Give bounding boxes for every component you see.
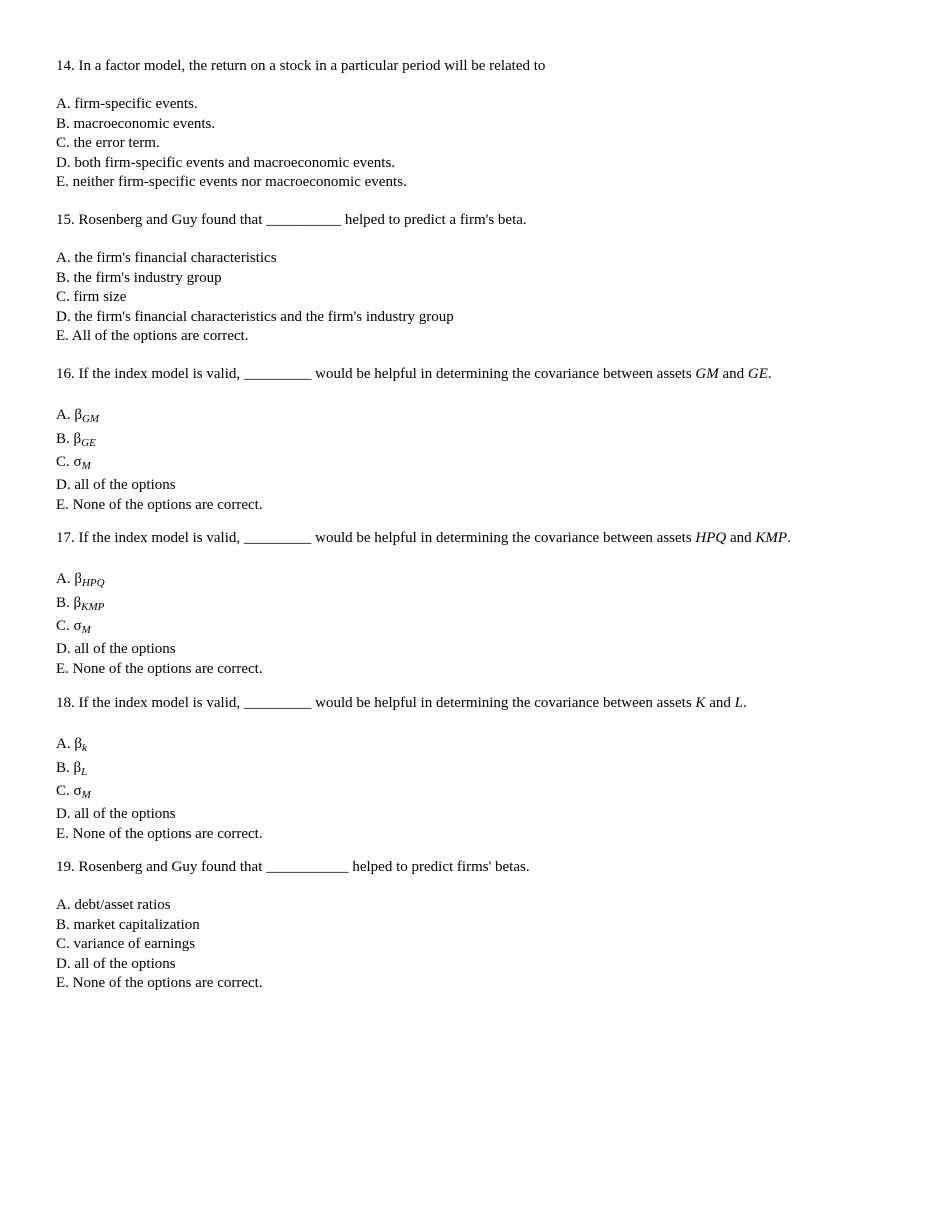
sigma-symbol: σ xyxy=(73,618,82,634)
option-e: E. None of the options are correct. xyxy=(56,496,263,513)
option-d: D. the firm's financial characteristics and the firm's industry group xyxy=(56,308,454,325)
asset-name: GE xyxy=(747,366,768,382)
question-stem xyxy=(56,56,916,76)
question-15 xyxy=(56,210,916,347)
beta-symbol: β xyxy=(74,407,82,423)
option-a: A. $\beta_k$ xyxy=(56,736,87,754)
option-c: C. firm size xyxy=(56,289,127,306)
beta-symbol: β xyxy=(74,571,82,587)
option-a: A. $\beta_{GM}$ xyxy=(56,407,100,425)
option-c: C. variance of earnings xyxy=(56,936,196,953)
option-d: D. all of the options xyxy=(56,640,176,657)
beta-symbol: β xyxy=(73,759,82,776)
answer-options xyxy=(56,249,916,347)
asset-name: L xyxy=(734,695,743,711)
option-c: C. $\sigma_M$ xyxy=(56,454,91,472)
question-stem: 17. If the index model is valid, _________ would be helpful in determining the covariance between assets HPQ and KMP. xyxy=(56,530,791,546)
sigma-symbol: σ xyxy=(73,454,82,470)
option-a: A. debt/asset ratios xyxy=(56,897,171,913)
question-number: 17. xyxy=(56,530,75,546)
option-e: E. neither firm-specific events nor macroeconomic events. xyxy=(56,174,407,191)
question-number: 15. xyxy=(56,212,75,228)
question-number: 14. xyxy=(56,58,75,74)
question-number: 19. xyxy=(56,859,75,875)
question-stem: 18. If the index model is valid, _________ would be helpful in determining the covariance between assets K and L. xyxy=(56,695,747,711)
question-14 xyxy=(56,56,916,193)
option-d: D. all of the options xyxy=(56,955,176,972)
question-stem: 16. If the index model is valid, _________ would be helpful in determining the covariance between assets GM and GE. xyxy=(56,366,772,382)
beta-symbol: β xyxy=(73,594,82,611)
option-d: D. all of the options xyxy=(56,476,176,493)
answer-options xyxy=(56,404,916,515)
option-e: E. None of the options are correct. xyxy=(56,825,263,842)
question-text: Rosenberg and Guy found that __________ helped to predict a firm's beta. xyxy=(78,212,527,228)
beta-symbol: β xyxy=(73,430,82,447)
option-c: C. $\sigma_M$ xyxy=(56,618,91,636)
answer-options xyxy=(56,568,916,679)
answer-options xyxy=(56,896,916,994)
asset-name: KMP xyxy=(755,530,788,546)
option-c: C. $\sigma_M$ xyxy=(56,783,91,801)
asset-name: K xyxy=(695,695,706,711)
asset-name: HPQ xyxy=(695,530,727,546)
option-d: D. all of the options xyxy=(56,805,176,822)
option-b: B. macroeconomic events. xyxy=(56,115,216,132)
option-a: A. the firm's financial characteristics xyxy=(56,250,277,266)
option-b: B. $\beta_{GE}$ xyxy=(56,430,96,449)
option-a: A. $\beta_{HPQ}$ xyxy=(56,571,105,589)
question-17 xyxy=(56,528,916,679)
question-16 xyxy=(56,364,916,515)
question-text: In a factor model, the return on a stock in a particular period will be related to xyxy=(78,58,546,74)
beta-symbol: β xyxy=(74,736,82,752)
question-18 xyxy=(56,693,916,844)
option-b: B. the firm's industry group xyxy=(56,269,222,286)
option-b: B. $\beta_{KMP}$ xyxy=(56,594,105,613)
option-b: B. $\beta_L$ xyxy=(56,759,88,778)
option-e: E. None of the options are correct. xyxy=(56,975,263,992)
question-text: Rosenberg and Guy found that ___________ helped to predict firms' betas. xyxy=(78,859,530,875)
answer-options xyxy=(56,95,916,193)
question-text: If the index model is valid, _________ would be helpful in determining the covariance between assets xyxy=(78,530,696,546)
option-c: C. the error term. xyxy=(56,135,160,152)
sigma-symbol: σ xyxy=(73,783,82,799)
option-e: E. All of the options are correct. xyxy=(56,328,249,345)
question-text: If the index model is valid, _________ would be helpful in determining the covariance between assets xyxy=(78,366,696,382)
question-text: If the index model is valid, _________ would be helpful in determining the covariance between assets xyxy=(78,695,696,711)
question-stem xyxy=(56,857,916,877)
answer-options xyxy=(56,733,916,844)
question-number: 16. xyxy=(56,366,75,382)
question-19 xyxy=(56,857,916,994)
asset-name: GM xyxy=(695,366,719,382)
question-stem xyxy=(56,210,916,230)
option-e: E. None of the options are correct. xyxy=(56,660,263,677)
option-b: B. market capitalization xyxy=(56,916,200,933)
question-number: 18. xyxy=(56,695,75,711)
option-a: A. firm-specific events. xyxy=(56,96,198,112)
option-d: D. both firm-specific events and macroeconomic events. xyxy=(56,154,396,171)
